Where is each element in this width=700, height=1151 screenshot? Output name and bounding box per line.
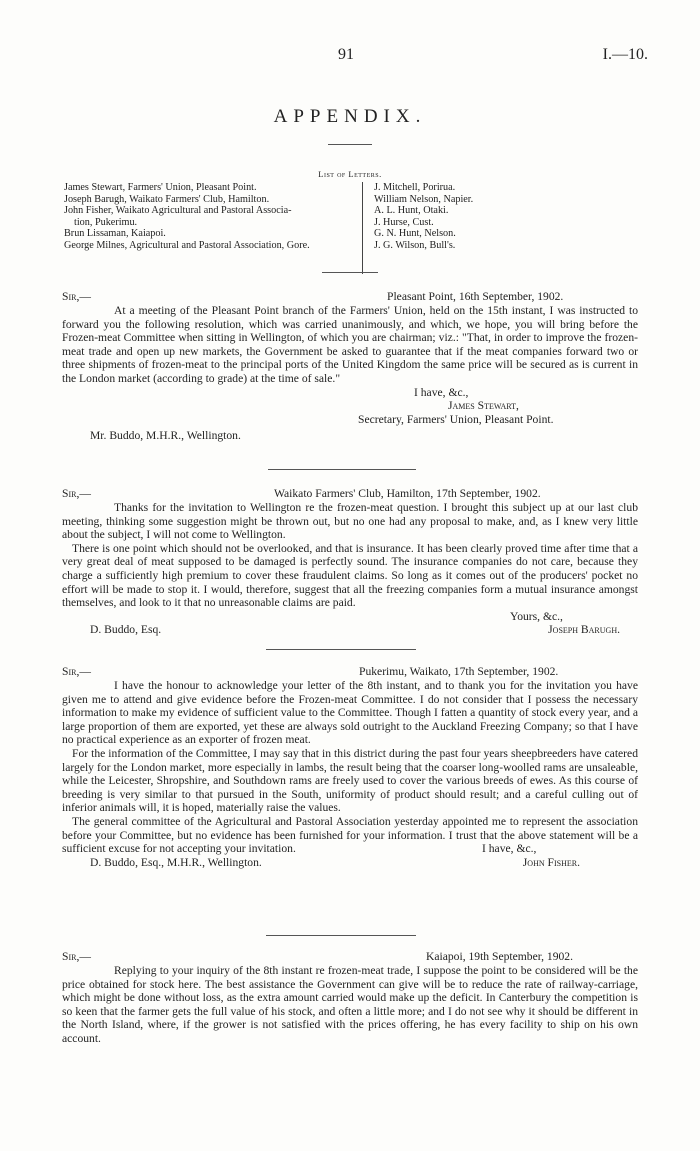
- place-date: Pukerimu, Waikato, 17th September, 1902.: [359, 665, 559, 678]
- divider: [322, 272, 378, 273]
- addressee: D. Buddo, Esq.: [90, 623, 162, 637]
- list-item: Joseph Barugh, Waikato Farmers' Club, Hamilton.: [64, 193, 270, 205]
- divider: [266, 935, 416, 936]
- divider: [266, 649, 416, 650]
- list-item: J. Mitchell, Porirua.: [374, 182, 456, 193]
- letter-body: Thanks for the invitation to Wellington re the frozen-meat question. I brought this subject up at our last club meeting, thinking some suggestion might be thrown out, but no one had any proposal to make, and, as I knew very little about the subject, I will not come to Wellington.: [62, 501, 638, 542]
- list-item: William Nelson, Napier.: [374, 193, 474, 205]
- closing: Yours, &c.,: [510, 609, 563, 623]
- column-divider: [362, 182, 363, 274]
- addressee: Mr. Buddo, M.H.R., Wellington.: [90, 429, 241, 443]
- divider: [328, 144, 372, 145]
- place-date: Waikato Farmers' Club, Hamilton, 17th September, 1902.: [274, 487, 541, 500]
- signer-title: Secretary, Farmers' Union, Pleasant Point.: [358, 412, 554, 426]
- place-date: Pleasant Point, 16th September, 1902.: [387, 290, 564, 303]
- appendix-title: APPENDIX.: [273, 106, 427, 127]
- list-item: tion, Pukerimu.: [74, 216, 138, 228]
- list-title: List of Letters.: [318, 169, 382, 179]
- letter-fisher: [62, 665, 638, 869]
- letter-body: At a meeting of the Pleasant Point branch of the Farmers' Union, held on the 15th instant, I was instructed to forward you the following resolution, which was carried unanimously, and which, we hope, you will bring before the Frozen-meat Committee when sitting in Wellington, of which you are chairman; viz.: "That, in order to improve the frozen-meat trade and open up new markets, the Government be asked to guarantee that if the meat companies forward two or three shipments of frozen-meat to the principal ports of the United Kingdom the same price will be secured as is current in the London market (according to grade) at the time of sale.": [62, 304, 638, 385]
- letter-body: For the information of the Committee, I may say that in this district during the past four years sheepbreeders have catered largely for the London market, more especially in lambs, the result being that the coarser long-woolled rams are unsaleable, while the Leicester, Shropshire, and Southdown rams are freely used to cover the various breeds of ewes. As this course of breeding is very similar to that pursued in the South, uniformity of product should result; and a careful culling out of inferior animals will, it is hoped, materially raise the values.: [62, 746, 638, 815]
- letter-stewart: [62, 290, 638, 443]
- list-item: Brun Lissaman, Kaiapoi.: [64, 228, 166, 239]
- signer: James Stewart,: [448, 399, 519, 413]
- list-item: G. N. Hunt, Nelson.: [374, 228, 456, 239]
- letter-lissaman: [62, 950, 638, 1046]
- list-item: John Fisher, Waikato Agricultural and Pastoral Associa-: [64, 205, 292, 216]
- salutation: Sir,—: [62, 950, 91, 963]
- signer: John Fisher.: [522, 855, 580, 869]
- list-of-letters-right: [374, 182, 574, 251]
- document-reference: I.—10.: [602, 46, 648, 63]
- list-item: J. Hurse, Cust.: [374, 216, 434, 228]
- letter-body: There is one point which should not be overlooked, and that is insurance. It has been clearly proved time after time that a very great deal of meat supposed to be damaged is perfectly sound. The insurance companies do not care, because they charge a sufficiently high premium to cover these fraudulent claims. So long as it comes out of the producers' pocket no effort will be made to stop it. I would, therefore, suggest that all the freezing companies form a mutual insurance amongst themselves, and look to it that no unreasonable claims are paid.: [62, 541, 638, 610]
- place-date: Kaiapoi, 19th September, 1902.: [426, 950, 574, 963]
- list-item: J. G. Wilson, Bull's.: [374, 239, 456, 251]
- signer: Joseph Barugh.: [548, 623, 620, 637]
- addressee: D. Buddo, Esq., M.H.R., Wellington.: [90, 855, 262, 869]
- page-number: 91: [338, 46, 354, 63]
- salutation: Sir,—: [62, 665, 91, 678]
- list-of-letters-left: [64, 182, 356, 251]
- divider: [268, 469, 416, 470]
- salutation: Sir,—: [62, 290, 91, 303]
- letter-body: Replying to your inquiry of the 8th instant re frozen-meat trade, I suppose the point to be considered will be the price obtained for stock here. The best assistance the Government can give will be to reduce the rate of railway-carriage, which might be done without loss, as the extra amount carried would make up the deficit. In Canterbury the competition is so keen that the farmer gets the full value of his stock, and often a little more; and I do not see why it should be different in the North Island, where, if the grower is not satisfied with the prices offering, he has every facility to ship on his own account.: [62, 964, 638, 1045]
- list-item: James Stewart, Farmers' Union, Pleasant Point.: [64, 182, 257, 193]
- salutation: Sir,—: [62, 487, 91, 500]
- letter-body: The general committee of the Agricultural and Pastoral Association yesterday appointed me to represent the association before your Committee, but no evidence has been furnished for your information. I trust that the above statement will be a sufficient excuse for not accepting your invitation.: [62, 814, 638, 856]
- closing: I have, &c.,: [482, 842, 537, 856]
- letter-barugh: [62, 487, 638, 637]
- letter-body: I have the honour to acknowledge your letter of the 8th instant, and to thank you for the invitation you have given me to attend and give evidence before the Frozen-meat Committee. I do not consider that I possess the necessary information to make my evidence of sufficient value to the Committee. Though I fatten a quantity of stock every year, and a large proportion of them are exported, yet these are always sold outright to the Auckland Freezing Company; so that I have no practical experience as an exporter of frozen meat.: [62, 679, 638, 747]
- list-item: A. L. Hunt, Otaki.: [374, 205, 449, 216]
- list-item: George Milnes, Agricultural and Pastoral Association, Gore.: [64, 239, 310, 251]
- closing: I have, &c.,: [414, 385, 469, 399]
